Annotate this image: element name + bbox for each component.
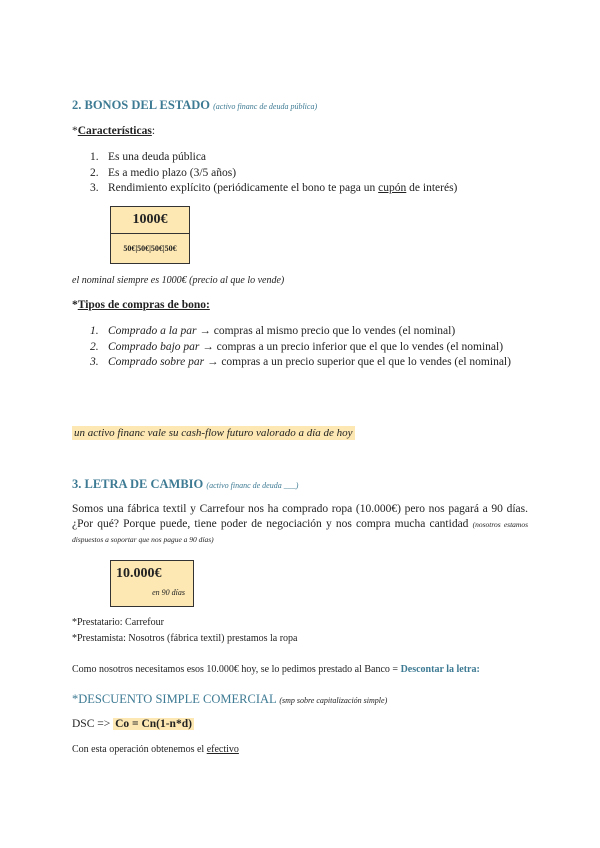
list-text: Es a medio plazo (3/5 años): [108, 166, 237, 179]
tipos-list: [72, 324, 528, 371]
list-item: [72, 324, 528, 340]
list-text: Es una deuda pública: [108, 151, 207, 163]
list-text: Rendimiento explícito (periódicamente el bono te paga un: [108, 182, 379, 194]
dsc-line: [72, 718, 194, 730]
efectivo-link: efectivo: [206, 744, 239, 755]
banco-text: Como nosotros necesitamos esos 10.000€ hoy, se lo pedimos prestado al Banco =: [72, 664, 401, 675]
banco-line: [72, 664, 480, 675]
bond-value: 1000€: [111, 207, 189, 234]
bond-coupons: 50€|50€|50€|50€: [123, 244, 177, 253]
tipo-term: Comprado a la par: [108, 325, 197, 337]
efectivo-line: [72, 744, 239, 755]
section-2-title: 2. BONOS DEL ESTADO: [72, 98, 211, 112]
list-number: 2.: [90, 166, 99, 179]
caracteristicas-list: [72, 150, 457, 197]
list-item: [72, 150, 457, 166]
list-number: 1.: [90, 151, 99, 163]
letra-paragraph: [72, 502, 528, 547]
letter-value: 10.000€: [116, 566, 162, 581]
list-text: → compras a un precio inferior que el que lo vendes (el nominal): [199, 340, 504, 353]
list-number: 2.: [90, 340, 99, 353]
bond-box: [110, 206, 190, 264]
prestamista: *Prestamista: Nosotros (fábrica textil) prestamos la ropa: [72, 633, 298, 644]
list-item: [72, 166, 457, 182]
list-item: [72, 340, 528, 356]
tipo-term: Comprado sobre par: [108, 356, 205, 368]
section-2-heading: [72, 98, 317, 113]
caracteristicas-label: Características: [77, 125, 152, 137]
tipos-label: Tipos de compras de bono:: [77, 299, 210, 311]
list-number: 3.: [90, 356, 99, 368]
descontar-letra: Descontar la letra:: [400, 664, 480, 675]
asterisk: *: [72, 299, 78, 311]
section-2-subtitle: (activo financ de deuda pública): [213, 102, 318, 111]
list-number: 3.: [90, 182, 99, 194]
paragraph-note: (nosotros estamos dispuestos a soportar que nos pague a 90 días): [72, 520, 528, 544]
list-text: de interés): [406, 182, 458, 194]
asterisk: *: [72, 125, 78, 137]
efectivo-text: Con esta operación obtenemos el: [72, 744, 207, 755]
letter-box: [110, 560, 194, 607]
prestatario: *Prestatario: Carrefour: [72, 617, 164, 628]
list-text: → compras al mismo precio que lo vendes (el nominal): [196, 325, 456, 337]
paragraph-text: Somos una fábrica textil y Carrefour nos ha comprado ropa (10.000€) pero nos pagará a 90 días. ¿Por qué? Porque puede, tiene poder de negociación y nos compra mucha cantidad: [72, 503, 528, 530]
descuento-title: *DESCUENTO SIMPLE COMERCIAL: [72, 692, 277, 706]
section-3-heading: [72, 477, 298, 492]
colon: :: [151, 125, 156, 137]
caracteristicas-heading: [72, 125, 155, 137]
cupon-link: cupón: [378, 182, 407, 194]
section-3-subtitle: (activo financ de deuda ___): [206, 481, 299, 490]
tipos-heading: [72, 299, 210, 311]
letter-term: en 90 días: [152, 588, 185, 597]
nominal-note: el nominal siempre es 1000€ (precio al que lo vende): [72, 275, 285, 286]
dsc-formula: Co = Cn(1-n*d): [115, 718, 192, 730]
list-number: 1.: [90, 325, 99, 337]
list-text: → compras a un precio superior que el que lo vendes (el nominal): [204, 356, 511, 368]
tipo-term: Comprado bajo par: [108, 340, 200, 353]
list-item: [72, 355, 528, 371]
dsc-label: DSC =>: [72, 718, 114, 730]
section-3-title: 3. LETRA DE CAMBIO: [72, 477, 204, 491]
list-item: [72, 181, 457, 197]
descuento-heading: [72, 692, 387, 707]
highlight-note: un activo financ vale su cash-flow futuro valorado a día de hoy: [74, 427, 353, 439]
descuento-subtitle: (smp sobre capitalización simple): [279, 696, 388, 705]
